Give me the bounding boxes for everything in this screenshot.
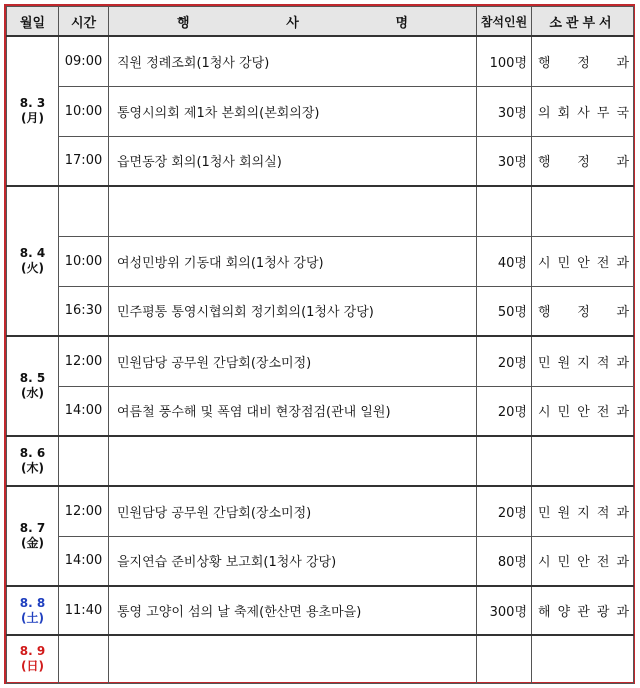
dept-char: 지 xyxy=(577,355,590,371)
date-label: 8. 5 xyxy=(19,371,46,385)
attendee-count: 300명 xyxy=(477,586,532,635)
weekday-label: (金) xyxy=(21,536,44,550)
time-cell: 10:00 xyxy=(59,236,109,286)
dept-cell xyxy=(532,436,634,486)
attendee-count: 20명 xyxy=(477,336,532,386)
attendee-count: 30명 xyxy=(477,86,532,136)
dept-char: 지 xyxy=(577,505,590,521)
dept-char: 전 xyxy=(596,255,610,271)
date-label: 8. 6 xyxy=(19,446,46,460)
time-cell xyxy=(59,436,109,486)
attendee-count: 20명 xyxy=(477,486,532,536)
dept-char: 해 xyxy=(538,605,551,620)
dept-cell xyxy=(532,586,634,635)
header-event-char: 행 xyxy=(177,15,190,31)
dept-char: 의 xyxy=(538,105,551,121)
event-cell: 직원 정례조회(1청사 강당) xyxy=(109,36,477,86)
time-cell: 14:00 xyxy=(59,536,109,586)
time-cell: 09:00 xyxy=(59,36,109,86)
event-cell: 을지연습 준비상황 보고회(1청사 강당) xyxy=(109,536,477,586)
dept-char: 과 xyxy=(616,55,629,71)
weekday-label: (木) xyxy=(21,461,44,475)
dept-char: 시 xyxy=(538,255,551,271)
attendee-count xyxy=(477,436,532,486)
dept-char: 과 xyxy=(616,255,629,271)
dept-char: 민 xyxy=(557,405,571,421)
attendee-count xyxy=(477,635,532,683)
dept-cell xyxy=(532,336,634,386)
event-cell xyxy=(109,436,477,486)
date-label: 8. 9 xyxy=(19,644,46,659)
dept-char: 안 xyxy=(577,555,590,571)
event-cell: 여성민방위 기동대 회의(1청사 강당) xyxy=(109,236,477,286)
table-row xyxy=(7,86,634,136)
dept-char: 과 xyxy=(616,355,629,371)
event-cell: 통영 고양이 섬의 날 축제(한산면 용초마을) xyxy=(109,586,477,635)
table-row xyxy=(7,36,634,86)
dept-cell xyxy=(532,536,634,586)
table-row xyxy=(7,386,634,436)
dept-char: 과 xyxy=(616,305,629,321)
dept-char: 정 xyxy=(577,305,590,321)
dept-char: 전 xyxy=(596,555,610,571)
schedule-table xyxy=(6,6,634,684)
weekday-label: (月) xyxy=(21,111,44,125)
schedule-body xyxy=(7,36,634,683)
dept-char: 과 xyxy=(616,155,629,171)
event-cell: 읍면동장 회의(1청사 회의실) xyxy=(109,136,477,186)
dept-cell xyxy=(532,386,634,436)
attendee-count: 20명 xyxy=(477,386,532,436)
dept-char: 민 xyxy=(557,255,571,271)
date-cell xyxy=(7,36,59,186)
weekday-label: (日) xyxy=(21,659,44,674)
date-cell xyxy=(7,186,59,336)
weekday-label: (水) xyxy=(21,386,44,400)
header-date: 월일 xyxy=(7,7,59,37)
attendee-count: 40명 xyxy=(477,236,532,286)
dept-char: 행 xyxy=(538,55,551,71)
time-cell: 11:40 xyxy=(59,586,109,635)
time-cell: 10:00 xyxy=(59,86,109,136)
dept-char: 적 xyxy=(596,355,610,371)
dept-char: 광 xyxy=(596,605,610,620)
time-cell: 12:00 xyxy=(59,486,109,536)
header-dept: 소관부서 xyxy=(532,7,634,37)
event-cell: 통영시의회 제1차 본회의(본회의장) xyxy=(109,86,477,136)
table-row xyxy=(7,186,634,236)
date-label: 8. 4 xyxy=(19,246,46,260)
time-cell xyxy=(59,186,109,236)
dept-char: 민 xyxy=(557,555,571,571)
date-label: 8. 7 xyxy=(19,521,46,535)
weekday-label: (火) xyxy=(21,261,44,275)
table-row xyxy=(7,236,634,286)
table-row xyxy=(7,286,634,336)
time-cell: 14:00 xyxy=(59,386,109,436)
dept-char: 무 xyxy=(596,105,610,121)
dept-char: 원 xyxy=(557,355,571,371)
dept-char: 안 xyxy=(577,255,590,271)
dept-cell xyxy=(532,186,634,236)
dept-char: 관 xyxy=(577,605,590,620)
attendee-count: 100명 xyxy=(477,36,532,86)
dept-char: 전 xyxy=(596,405,610,421)
dept-char: 회 xyxy=(557,105,571,121)
table-row xyxy=(7,336,634,386)
attendee-count: 50명 xyxy=(477,286,532,336)
table-row xyxy=(7,136,634,186)
time-cell xyxy=(59,635,109,683)
date-label: 8. 3 xyxy=(19,96,46,110)
event-cell: 민주평통 통영시협의회 정기회의(1청사 강당) xyxy=(109,286,477,336)
dept-cell xyxy=(532,635,634,683)
dept-cell xyxy=(532,136,634,186)
attendee-count: 30명 xyxy=(477,136,532,186)
dept-char: 행 xyxy=(538,155,551,171)
time-cell: 16:30 xyxy=(59,286,109,336)
dept-cell xyxy=(532,36,634,86)
dept-char: 과 xyxy=(616,555,629,571)
dept-cell xyxy=(532,86,634,136)
header-event xyxy=(109,7,477,37)
dept-cell xyxy=(532,286,634,336)
date-cell xyxy=(7,336,59,436)
schedule-frame xyxy=(4,4,635,684)
header-event-char: 사 xyxy=(286,15,299,31)
attendee-count: 80명 xyxy=(477,536,532,586)
table-row xyxy=(7,486,634,536)
dept-char: 행 xyxy=(538,305,551,321)
dept-char: 시 xyxy=(538,555,551,571)
date-cell xyxy=(7,486,59,586)
dept-char: 양 xyxy=(557,605,571,620)
date-cell xyxy=(7,586,59,635)
attendee-count xyxy=(477,186,532,236)
dept-cell xyxy=(532,236,634,286)
header-attendees: 참석인원 xyxy=(477,7,532,37)
time-cell: 17:00 xyxy=(59,136,109,186)
dept-char: 과 xyxy=(616,405,629,421)
event-cell: 여름철 풍수해 및 폭염 대비 현장점검(관내 일원) xyxy=(109,386,477,436)
dept-char: 시 xyxy=(538,405,551,421)
table-row xyxy=(7,586,634,635)
dept-char: 민 xyxy=(538,505,551,521)
dept-char: 과 xyxy=(616,505,629,521)
table-row xyxy=(7,536,634,586)
dept-char: 과 xyxy=(616,605,629,620)
dept-char: 정 xyxy=(577,55,590,71)
event-cell: 민원담당 공무원 간담회(장소미정) xyxy=(109,486,477,536)
dept-char: 적 xyxy=(596,505,610,521)
header-time: 시간 xyxy=(59,7,109,37)
event-cell xyxy=(109,186,477,236)
date-cell xyxy=(7,635,59,683)
date-cell xyxy=(7,436,59,486)
dept-char: 국 xyxy=(616,105,629,121)
dept-cell xyxy=(532,486,634,536)
dept-char: 정 xyxy=(577,155,590,171)
weekday-label: (土) xyxy=(21,610,44,625)
dept-char: 민 xyxy=(538,355,551,371)
header-row xyxy=(7,7,634,37)
time-cell: 12:00 xyxy=(59,336,109,386)
date-label: 8. 8 xyxy=(19,595,46,610)
event-cell xyxy=(109,635,477,683)
dept-char: 원 xyxy=(557,505,571,521)
header-event-char: 명 xyxy=(395,15,408,31)
event-cell: 민원담당 공무원 간담회(장소미정) xyxy=(109,336,477,386)
table-row xyxy=(7,436,634,486)
dept-char: 사 xyxy=(577,105,590,121)
table-row xyxy=(7,635,634,683)
dept-char: 안 xyxy=(577,405,590,421)
